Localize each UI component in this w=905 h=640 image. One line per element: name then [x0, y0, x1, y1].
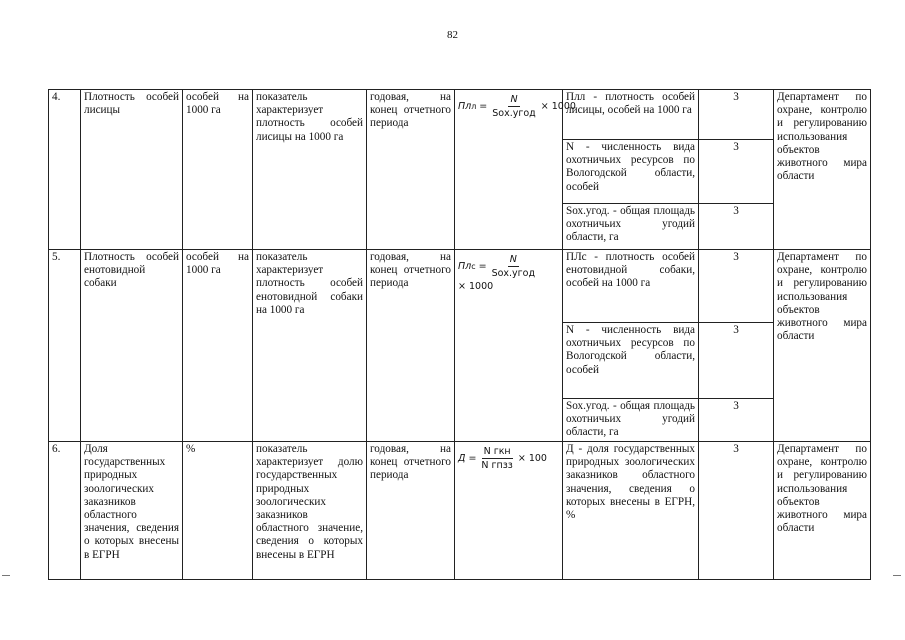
component-code: 3 [699, 90, 774, 140]
formula-denominator: N гпзз [481, 460, 513, 472]
indicator-period: годовая, на конец отчетного периода [367, 442, 455, 580]
indicators-table [48, 89, 871, 580]
indicator-unit: % [183, 442, 253, 580]
formula-denominator: Sох.угод [491, 268, 536, 280]
formula-lhs: Д [458, 453, 466, 465]
indicator-formula: Пл с = $\frac{N}{\text{Sох.угод}}$ × 1000 [455, 250, 563, 442]
component-code: 3 [699, 250, 774, 323]
component-text: Sох.угод. - общая площадь охотничьих угодий области, га [563, 399, 699, 442]
indicator-unit: особей на 1000 га [183, 250, 253, 442]
component-code: 3 [699, 442, 774, 580]
indicator-formula: Д = $\frac{\text{N гкн}}{\text{N гпзз}}$ × 100 [455, 442, 563, 580]
indicator-name: Плотность особей лисицы [81, 90, 183, 250]
formula-tail: × 100 [517, 453, 547, 465]
formula-denominator: Sох.угод [492, 108, 536, 120]
formula-numerator: N [508, 253, 519, 267]
row-number: 4. [49, 90, 81, 250]
row-number: 5. [49, 250, 81, 442]
component-text: Плл - плотность особей лисицы, особей на 1000 га [563, 90, 699, 140]
responsible-body: Департамент по охране, контролю и регулированию использования объектов животного мира области [774, 442, 871, 580]
component-code: 3 [699, 399, 774, 442]
component-text: Sох.угод. - общая площадь охотничьих угодий области, га [563, 204, 699, 250]
indicator-period: годовая, на конец отчетного периода [367, 90, 455, 250]
formula-sub: с [471, 262, 476, 272]
indicator-period: годовая, на конец отчетного периода [367, 250, 455, 442]
indicator-description: показатель характеризует плотность особей лисицы на 1000 га [253, 90, 367, 250]
page-number: 82 [447, 29, 458, 41]
formula-lhs: Пл [458, 101, 472, 113]
indicator-description: показатель характеризует плотность особей енотовидной собаки на 1000 га [253, 250, 367, 442]
component-code: 3 [699, 323, 774, 399]
indicator-description: показатель характеризует долю государственных природных зоологических заказников областного значение, сведения о которых внесены в ЕГРН [253, 442, 367, 580]
component-text: Д - доля государственных природных зоологических заказников областного значения, сведения о которых внесены в ЕГРН, % [563, 442, 699, 580]
indicator-name: Доля государственных природных зоологических заказников областного значения, сведения о которых внесены в ЕГРН [81, 442, 183, 580]
component-text: N - численность вида охотничьих ресурсов по Вологодской области, особей [563, 140, 699, 204]
indicator-formula: Пл л = $\frac{N}{\text{Sох.угод}}$ × 1000 [455, 90, 563, 250]
indicator-unit: особей на 1000 га [183, 90, 253, 250]
component-text: ПЛс - плотность особей енотовидной собаки, особей на 1000 га [563, 250, 699, 323]
formula-tail: × 1000 [458, 281, 494, 293]
indicator-name: Плотность особей енотовидной собаки [81, 250, 183, 442]
formula-sub: л [471, 102, 477, 112]
left-edge-mark [2, 575, 10, 576]
component-code: 3 [699, 204, 774, 250]
formula-tail: × 1000 [540, 101, 576, 113]
formula-lhs: Пл [458, 261, 472, 273]
component-text: N - численность вида охотничьих ресурсов по Вологодской области, особей [563, 323, 699, 399]
responsible-body: Департамент по охране, контролю и регулированию использования объектов животного мира области [774, 90, 871, 250]
formula-numerator: N [508, 93, 519, 107]
component-code: 3 [699, 140, 774, 204]
row-number: 6. [49, 442, 81, 580]
responsible-body: Департамент по охране, контролю и регулированию использования объектов животного мира области [774, 250, 871, 442]
formula-numerator: N гкн [482, 445, 513, 459]
right-edge-mark [893, 575, 901, 576]
